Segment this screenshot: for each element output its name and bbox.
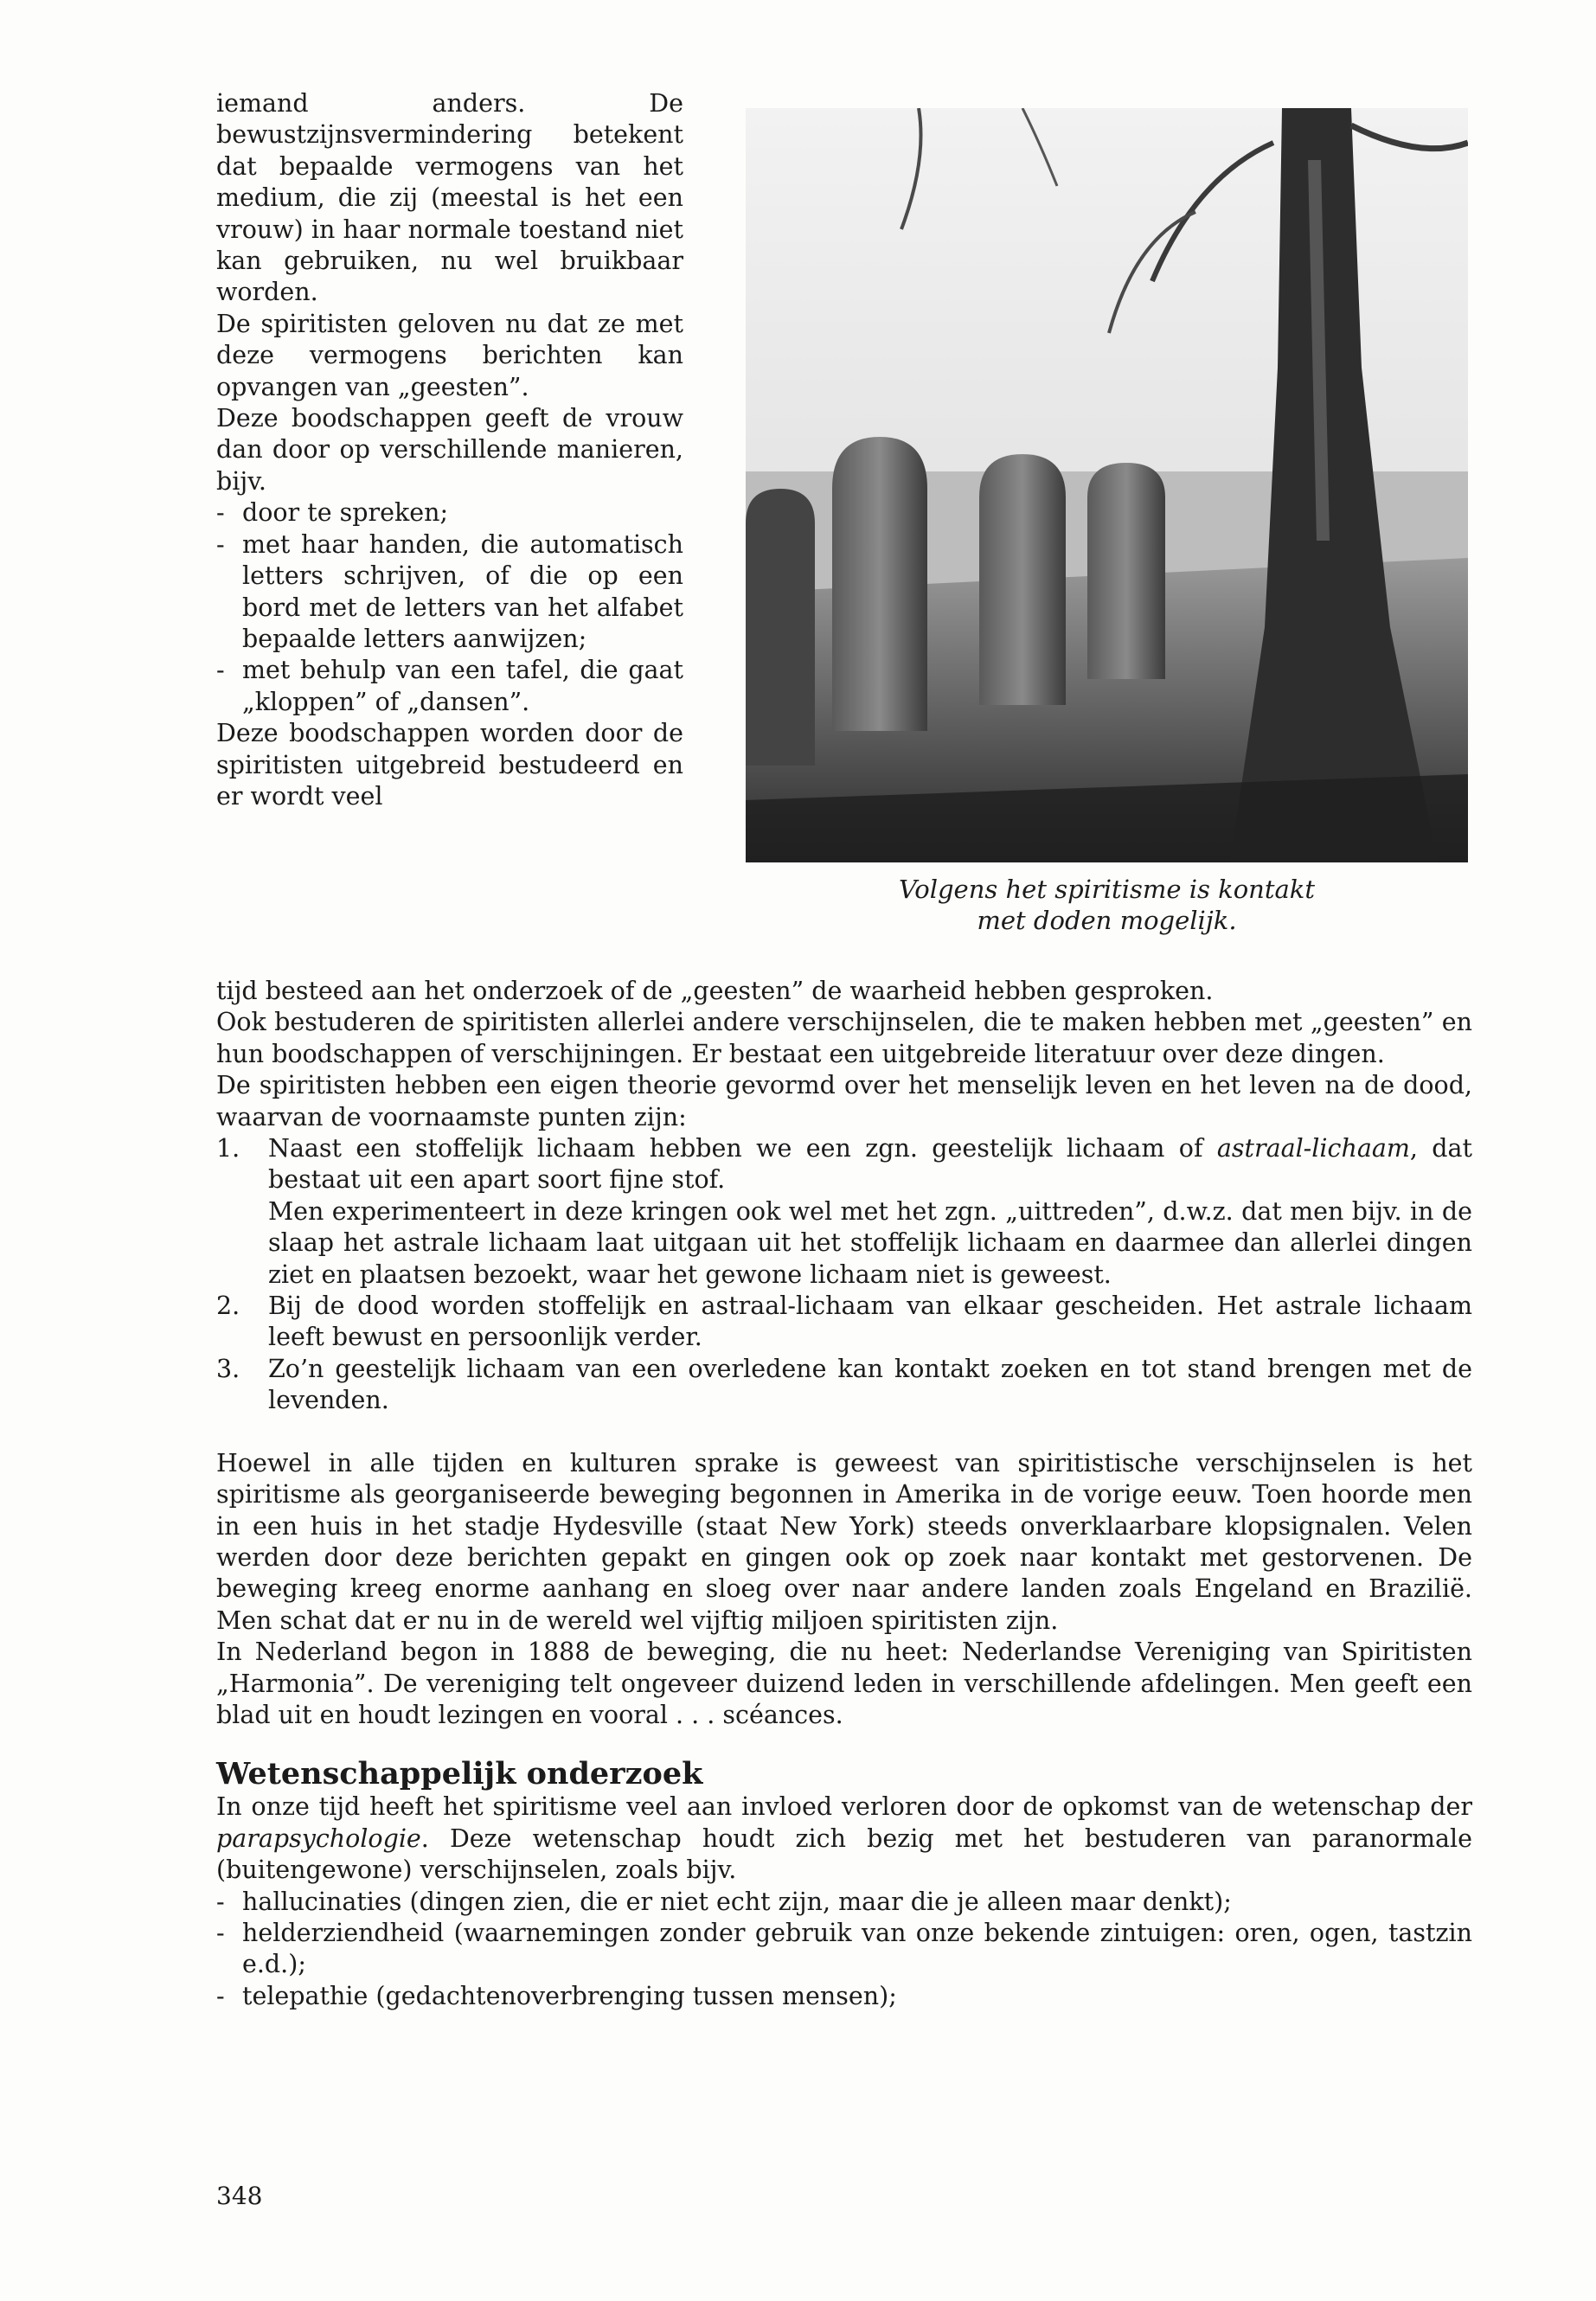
graveyard-photo	[746, 108, 1468, 862]
paragraph-tijd-besteed: tijd besteed aan het onderzoek of de „geesten” de waarheid hebben gesproken.	[216, 977, 1214, 1005]
numbered-point: 2. Bij de dood worden stoffelijk en astraal-lichaam van elkaar gescheiden. Het astrale lichaam leeft bewust en persoonlijk verder.	[216, 1292, 1472, 1352]
point-subparagraph: Men experimenteert in deze kringen ook wel met het zgn. „uittreden”, d.w.z. dat men bijv. in de slaap het astrale lichaam laat uitgaan uit het stoffelijk lichaam en daarmee dan allerlei dingen ziet en plaatsen bezoekt, waar het gewone lichaam niet is geweest.	[268, 1196, 1472, 1289]
paragraph-hoewel: Hoewel in alle tijden en kulturen sprake is geweest van spiritistische verschijnselen is het spiritisme als georganiseerde beweging begonnen in Amerika in de vorige eeuw. Toen hoorde men in een huis in het stadje Hydesville (staat New York) steeds onverklaarbare klopsignalen. Velen werden door deze berichten gepakt en gingen ook op zoek naar kontakt met gestorvenen. De beweging kreeg enorme aanhang en sloeg over naar andere landen zoals Engeland en Brazilië. Men schat dat er nu in de wereld wel vijftig miljoen spiritisten zijn.	[216, 1448, 1472, 1635]
photo-caption: Volgens het spiritisme is kontakt met doden mogelijk.	[898, 875, 1316, 935]
paragraph-spiritisten-geloven: De spiritisten geloven nu dat ze met deze vermogens berichten kan opvangen van „geesten”.	[216, 309, 683, 401]
list-item: - telepathie (gedachtenoverbrenging tussen mensen);	[216, 1981, 897, 2010]
list-item: - hallucinaties (dingen zien, die er niet echt zijn, maar die je alleen maar denkt);	[216, 1887, 1232, 1916]
list-item: - helderziendheid (waarnemingen zonder gebruik van onze bekende zintuigen: oren, ogen, tastzin e.d.);	[216, 1918, 1472, 1979]
numbered-point: 1. Naast een stoffelijk lichaam hebben we een zgn. geestelijk lichaam of astraal-lichaam, dat bestaat uit een apart soort fijne stof. Men experimenteert in deze kringen ook wel met het zgn. „uittreden”, d.w.z. dat men bijv. in de slaap het astrale lichaam laat uitgaan uit het stoffelijk lichaam en daarmee dan allerlei dingen ziet en plaatsen bezoekt, waar het gewone lichaam niet is geweest.	[216, 1133, 1472, 1291]
paragraph-boodschappen-bestudeerd: Deze boodschappen worden door de spiritisten uitgebreid bestudeerd en er wordt veel	[216, 719, 683, 811]
list-item: - met haar handen, die automatisch letters schrijven, of die op een bord met de letters van het alfabet bepaalde letters aanwijzen;	[216, 529, 683, 653]
left-column	[216, 88, 683, 812]
section-heading: Wetenschappelijk onderzoek	[216, 1756, 703, 1792]
list-item: - door te spreken;	[216, 498, 449, 528]
main-text	[216, 976, 1472, 2012]
graveyard-illustration	[746, 108, 1468, 862]
paragraph-bewustzijn: iemand anders. De bewustzijnsvermindering betekent dat bepaalde vermogens van het medium, die zij (meestal is het een vrouw) in haar normale toestand niet kan gebruiken, nu wel bruikbaar worden.	[216, 89, 683, 307]
paragraph-nederland: In Nederland begon in 1888 de beweging, die nu heet: Nederlandse Vereniging van Spiritisten „Harmonia”. De vereniging telt ongeveer duizend leden in verschillende afdelingen. Men geeft een blad uit en houdt lezingen en vooral . . . scéances.	[216, 1638, 1472, 1729]
numbered-point: 3. Zo’n geestelijk lichaam van een overledene kan kontakt zoeken en tot stand brengen met de levenden.	[216, 1354, 1472, 1415]
list-item: - met behulp van een tafel, die gaat „kloppen” of „dansen”.	[216, 656, 683, 716]
page-number: 348	[216, 2182, 263, 2210]
paragraph-theorie: De spiritisten hebben een eigen theorie gevormd over het menselijk leven en het leven na de dood, waarvan de voornaamste punten zijn:	[216, 1071, 1472, 1131]
paragraph-ook-bestuderen: Ook bestuderen de spiritisten allerlei andere verschijnselen, die te maken hebben met „geesten” en hun boodschappen of verschijningen. Er bestaat een uitgebreide literatuur over deze dingen.	[216, 1008, 1472, 1068]
paragraph-wetenschap: In onze tijd heeft het spiritisme veel aan invloed verloren door de opkomst van de wetenschap der parapsychologie. Deze wetenschap houdt zich bezig met het bestuderen van paranormale (buitengewone) verschijnselen, zoals bijv.	[216, 1792, 1472, 1885]
paragraph-boodschappen: Deze boodschappen geeft de vrouw dan door op verschillende manieren, bijv.	[216, 404, 683, 496]
